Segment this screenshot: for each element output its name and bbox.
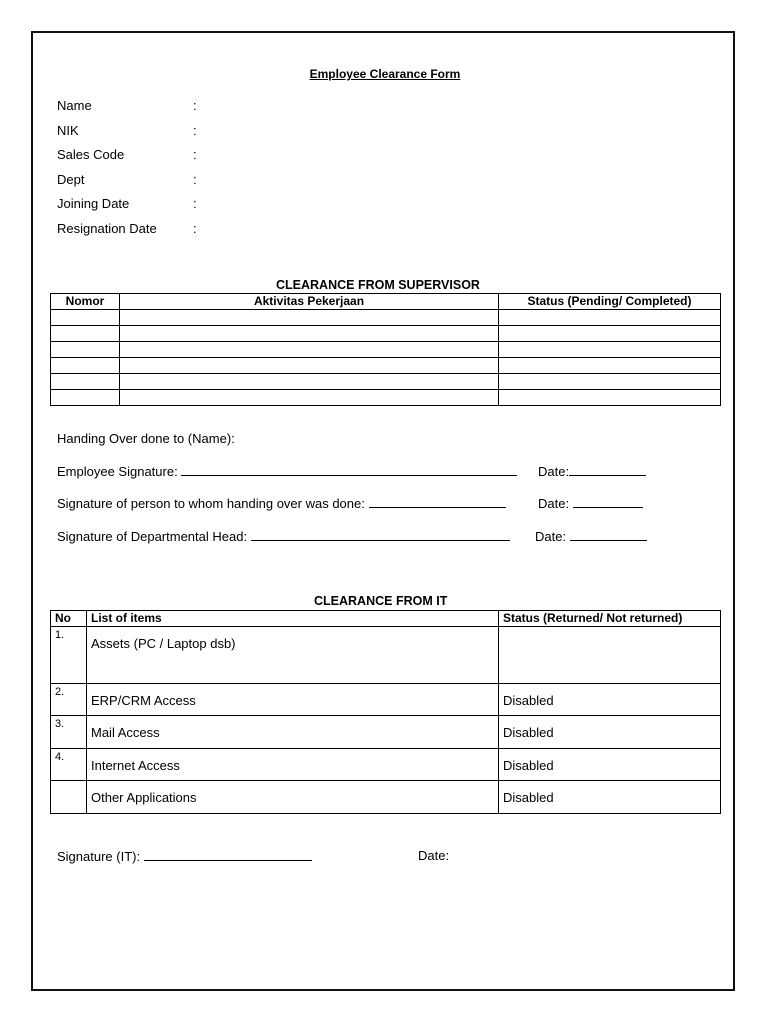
table-cell[interactable] <box>120 390 499 406</box>
employee-signature-blank[interactable] <box>181 463 517 476</box>
row-number <box>51 781 87 814</box>
table-cell[interactable] <box>51 310 120 326</box>
handover-person-date-line <box>538 495 643 511</box>
table-cell[interactable] <box>51 342 120 358</box>
row-status[interactable] <box>499 627 721 684</box>
it-signature-line <box>57 848 312 864</box>
column-header-aktivitas: Aktivitas Pekerjaan <box>120 294 499 310</box>
handover-person-date-blank[interactable] <box>573 495 643 508</box>
column-header-status: Status (Pending/ Completed) <box>499 294 721 310</box>
table-cell[interactable] <box>499 326 721 342</box>
row-number: 3. <box>51 716 87 749</box>
column-header-status: Status (Returned/ Not returned) <box>499 611 721 627</box>
table-row <box>51 326 721 342</box>
it-section-title: CLEARANCE FROM IT <box>314 594 448 608</box>
table-header-row <box>51 294 721 310</box>
department-head-signature-blank[interactable] <box>251 528 510 541</box>
table-cell[interactable] <box>120 374 499 390</box>
table-cell[interactable] <box>51 358 120 374</box>
supervisor-table <box>50 293 721 406</box>
form-page <box>31 31 735 991</box>
department-head-date-line <box>535 528 647 544</box>
it-date-label: Date: <box>418 848 450 863</box>
department-head-date-label: Date: <box>535 529 567 544</box>
employee-signature-label: Employee Signature: <box>57 464 178 479</box>
handover-person-signature-blank[interactable] <box>369 495 506 508</box>
row-item: Mail Access <box>87 716 499 749</box>
table-cell[interactable] <box>499 358 721 374</box>
row-item: ERP/CRM Access <box>87 684 499 716</box>
table-cell[interactable] <box>51 374 120 390</box>
table-row <box>51 684 721 716</box>
row-status[interactable]: Disabled <box>499 684 721 716</box>
field-name-label: Name <box>57 98 92 113</box>
table-row <box>51 627 721 684</box>
table-cell[interactable] <box>120 358 499 374</box>
row-status[interactable]: Disabled <box>499 749 721 781</box>
table-row <box>51 342 721 358</box>
table-row <box>51 781 721 814</box>
column-header-list-of-items: List of items <box>87 611 499 627</box>
handover-person-signature-label: Signature of person to whom handing over was done: <box>57 496 365 511</box>
table-cell[interactable] <box>499 342 721 358</box>
table-cell[interactable] <box>499 374 721 390</box>
field-dept-label: Dept <box>57 172 85 187</box>
table-cell[interactable] <box>120 342 499 358</box>
table-row <box>51 310 721 326</box>
department-head-date-blank[interactable] <box>570 528 647 541</box>
handover-person-signature-line <box>57 495 506 511</box>
table-cell[interactable] <box>499 310 721 326</box>
it-signature-blank[interactable] <box>144 848 312 861</box>
row-number: 2. <box>51 684 87 716</box>
employee-date-line <box>538 463 646 479</box>
table-row <box>51 390 721 406</box>
field-dept-colon: : <box>193 172 197 187</box>
it-table <box>50 610 721 814</box>
field-resignation-date-label: Resignation Date <box>57 221 157 236</box>
row-item: Assets (PC / Laptop dsb) <box>87 627 499 684</box>
column-header-no: No <box>51 611 87 627</box>
field-resignation-date-colon: : <box>193 221 197 236</box>
form-title: Employee Clearance Form <box>309 67 461 81</box>
employee-signature-line <box>57 463 517 479</box>
row-number: 4. <box>51 749 87 781</box>
row-item: Other Applications <box>87 781 499 814</box>
supervisor-section-title: CLEARANCE FROM SUPERVISOR <box>276 278 480 292</box>
row-status[interactable]: Disabled <box>499 781 721 814</box>
table-row <box>51 716 721 749</box>
handover-person-date-label: Date: <box>538 496 570 511</box>
table-row <box>51 374 721 390</box>
field-nik-colon: : <box>193 123 197 138</box>
table-cell[interactable] <box>499 390 721 406</box>
row-status[interactable]: Disabled <box>499 716 721 749</box>
employee-date-label: Date: <box>538 464 570 479</box>
employee-date-blank[interactable] <box>569 463 646 476</box>
field-sales-code-colon: : <box>193 147 197 162</box>
department-head-signature-label: Signature of Departmental Head: <box>57 529 248 544</box>
handing-over-label: Handing Over done to (Name): <box>57 431 235 446</box>
column-header-nomor: Nomor <box>51 294 120 310</box>
table-row <box>51 358 721 374</box>
it-signature-label: Signature (IT): <box>57 849 141 864</box>
field-sales-code-label: Sales Code <box>57 147 125 162</box>
department-head-signature-line <box>57 528 510 544</box>
table-cell[interactable] <box>51 326 120 342</box>
row-number: 1. <box>51 627 87 684</box>
field-joining-date-colon: : <box>193 196 197 211</box>
table-cell[interactable] <box>120 310 499 326</box>
table-row <box>51 749 721 781</box>
row-item: Internet Access <box>87 749 499 781</box>
field-nik-label: NIK <box>57 123 79 138</box>
table-cell[interactable] <box>120 326 499 342</box>
table-cell[interactable] <box>51 390 120 406</box>
field-name-colon: : <box>193 98 197 113</box>
field-joining-date-label: Joining Date <box>57 196 130 211</box>
table-header-row <box>51 611 721 627</box>
